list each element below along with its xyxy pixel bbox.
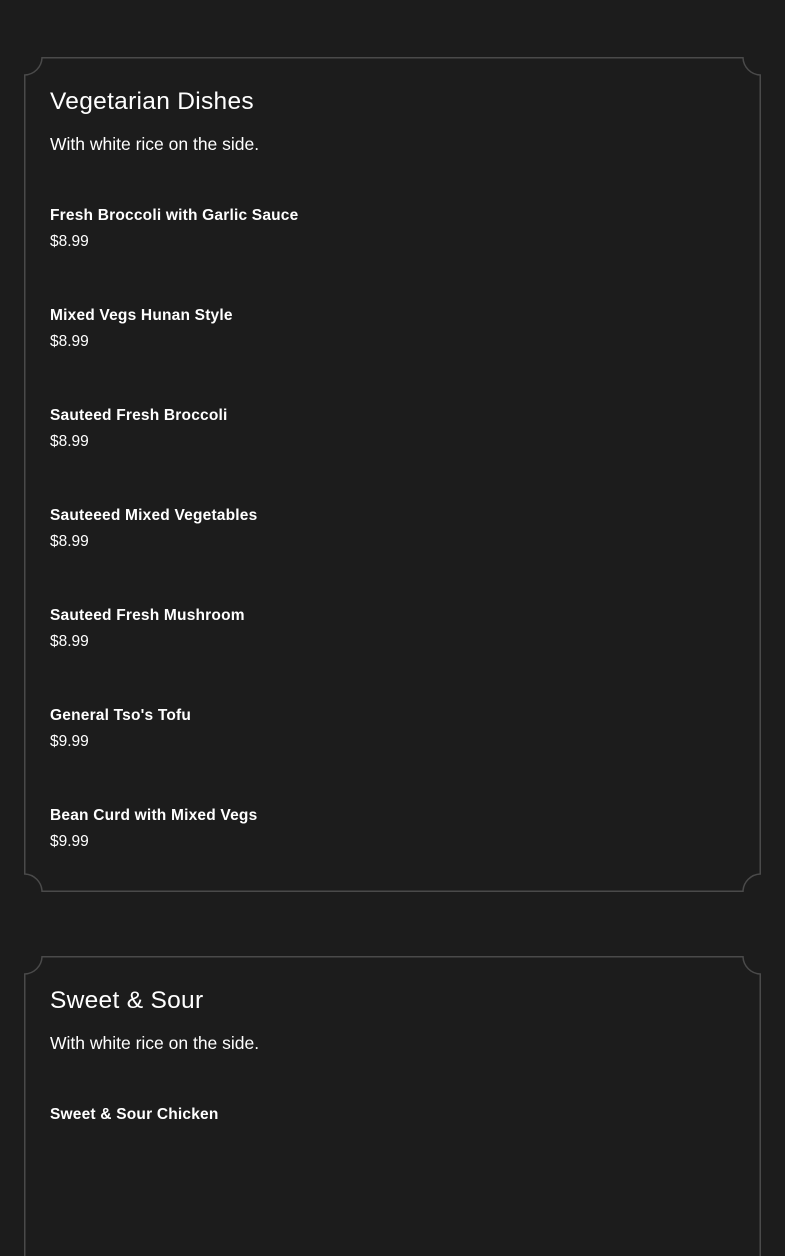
section-title: Vegetarian Dishes	[50, 88, 254, 115]
menu-item-name: Sauteed Fresh Broccoli	[50, 407, 228, 424]
menu-item-name: Fresh Broccoli with Garlic Sauce	[50, 207, 299, 224]
menu-section-sweet-sour	[24, 956, 761, 1256]
menu-item-price: $8.99	[50, 532, 89, 550]
menu-item[interactable]	[50, 708, 191, 749]
menu-item-name: Bean Curd with Mixed Vegs	[50, 807, 258, 824]
menu-item-name: Sauteeed Mixed Vegetables	[50, 507, 258, 524]
section-frame	[24, 57, 761, 892]
menu-item[interactable]	[50, 608, 245, 649]
menu-item-price: $8.99	[50, 232, 89, 250]
menu-item-name: Sauteed Fresh Mushroom	[50, 607, 245, 624]
section-subtitle: With white rice on the side.	[50, 134, 260, 154]
menu-item[interactable]	[50, 1107, 219, 1123]
menu-item-price: $8.99	[50, 632, 89, 650]
menu-item-price: $9.99	[50, 732, 89, 750]
menu-item[interactable]	[50, 408, 228, 449]
menu-item[interactable]	[50, 208, 298, 249]
menu-item-name: Mixed Vegs Hunan Style	[50, 307, 233, 324]
section-title: Sweet & Sour	[50, 987, 204, 1014]
menu-item-price: $8.99	[50, 432, 89, 450]
menu-section-vegetarian	[24, 57, 761, 892]
menu-item[interactable]	[50, 308, 233, 349]
menu-item-price: $8.99	[50, 332, 89, 350]
menu-item[interactable]	[50, 808, 257, 849]
menu-item-name: Sweet & Sour Chicken	[50, 1106, 219, 1123]
section-subtitle: With white rice on the side.	[50, 1033, 260, 1053]
menu-item-price: $9.99	[50, 832, 89, 850]
menu-item-name: General Tso's Tofu	[50, 707, 192, 724]
menu-item[interactable]	[50, 508, 257, 549]
